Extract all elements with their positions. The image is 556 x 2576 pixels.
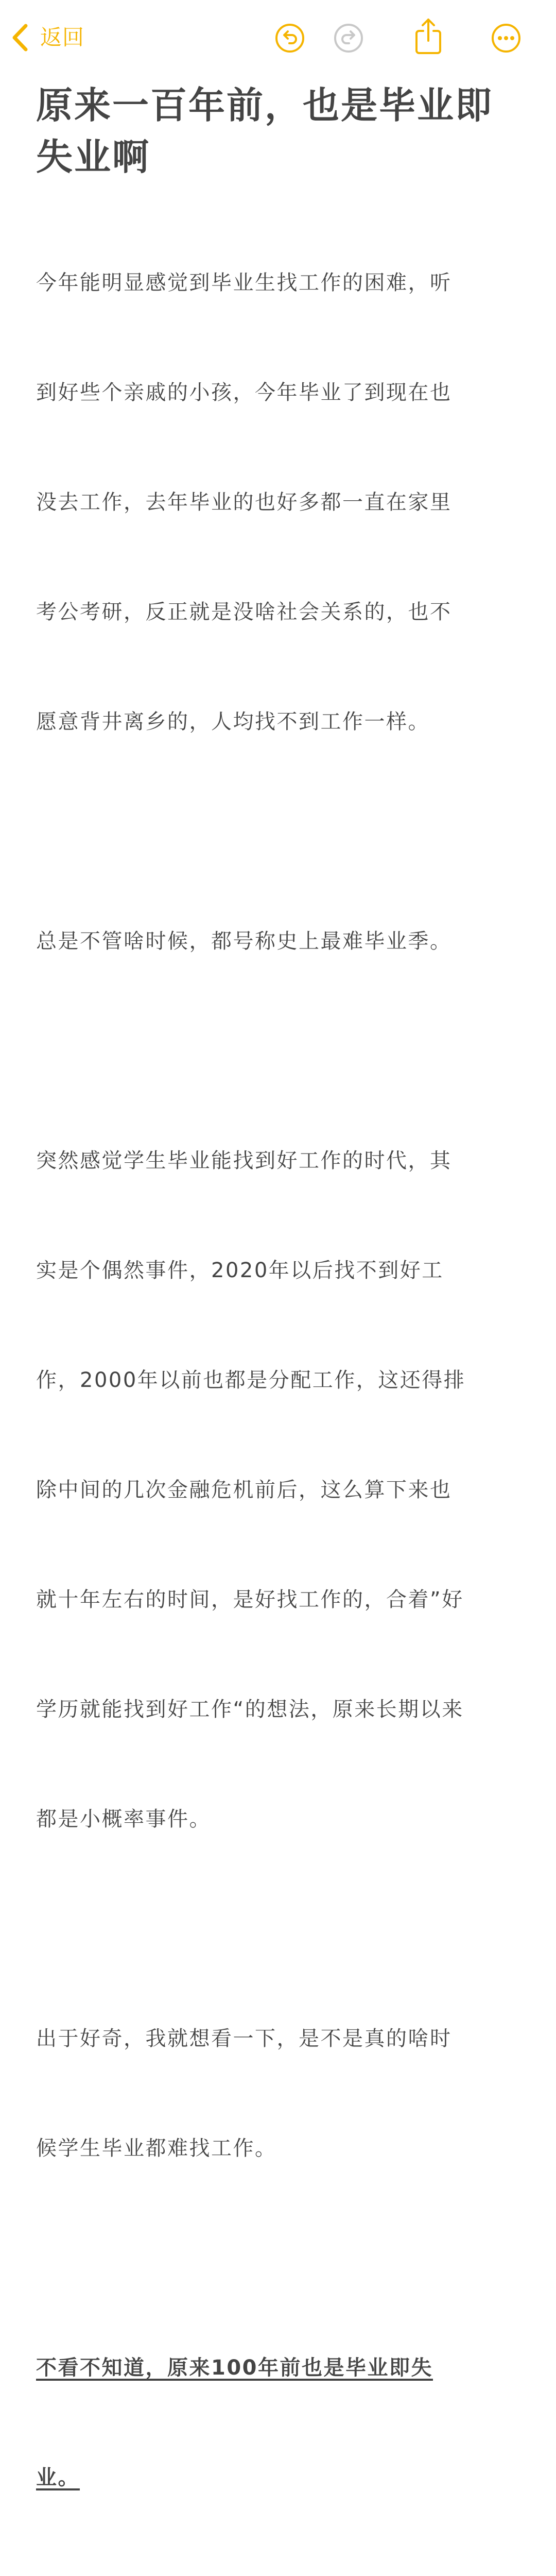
text-line: 考公考研，反正就是没啥社会关系的，也不 [36,600,452,624]
text-line: 作，2000年以前也都是分配工作，这还得排 [36,1368,466,1392]
text-line: 愿意背井离乡的，人均找不到工作一样。 [36,710,430,734]
paragraph-1 [36,192,530,814]
paragraph-4 [36,1947,530,2240]
text-line: 学历就能找到好工作“的想法，原来长期以来 [36,1698,464,1721]
more-button[interactable] [490,22,523,55]
text-line: 出于好奇，我就想看一下，是不是真的啥时 [36,2027,452,2050]
paragraph-5-emphasis [36,2277,530,2569]
back-label: 返回 [40,25,85,50]
text-line: 今年能明显感觉到毕业生找工作的困难，听 [36,271,452,295]
underlined-bold-text: 不看不知道，原来100年前也是毕业即失 [36,2356,433,2380]
more-icon [490,22,523,55]
text-line: 除中间的几次金融危机前后，这么算下来也 [36,1478,452,1502]
text-line: 都是小概率事件。 [36,1807,211,1831]
note-body[interactable] [36,192,530,2576]
share-button[interactable] [412,18,445,55]
share-icon [412,18,445,55]
undo-icon [273,22,306,55]
text-line: 突然感觉学生毕业能找到好工作的时代，其 [36,1149,452,1173]
undo-button[interactable] [273,22,306,55]
text-line: 没去工作，去年毕业的也好多都一直在家里 [36,490,452,514]
note-toolbar [0,0,556,72]
text-line: 就十年左右的时间，是好找工作的，合着”好 [36,1588,464,1612]
underlined-bold-text: 业。 [36,2466,80,2489]
text-line: 候学生毕业都难找工作。 [36,2137,277,2160]
title-line: 失业啊 [36,135,151,178]
redo-icon [332,22,365,55]
text-line: 总是不管啥时候，都号称史上最难毕业季。 [36,929,452,953]
text-line: 实是个偶然事件，2020年以后找不到好工 [36,1259,444,1282]
title-line: 原来一百年前，也是毕业即 [36,84,494,127]
text-line: 到好些个亲戚的小孩，今年毕业了到现在也 [36,381,452,404]
note-title[interactable] [36,80,530,183]
redo-button[interactable] [332,22,365,55]
chevron-left-icon [10,23,29,53]
paragraph-3 [36,1070,530,1911]
back-button[interactable] [10,21,84,55]
paragraph-2 [36,850,530,1033]
